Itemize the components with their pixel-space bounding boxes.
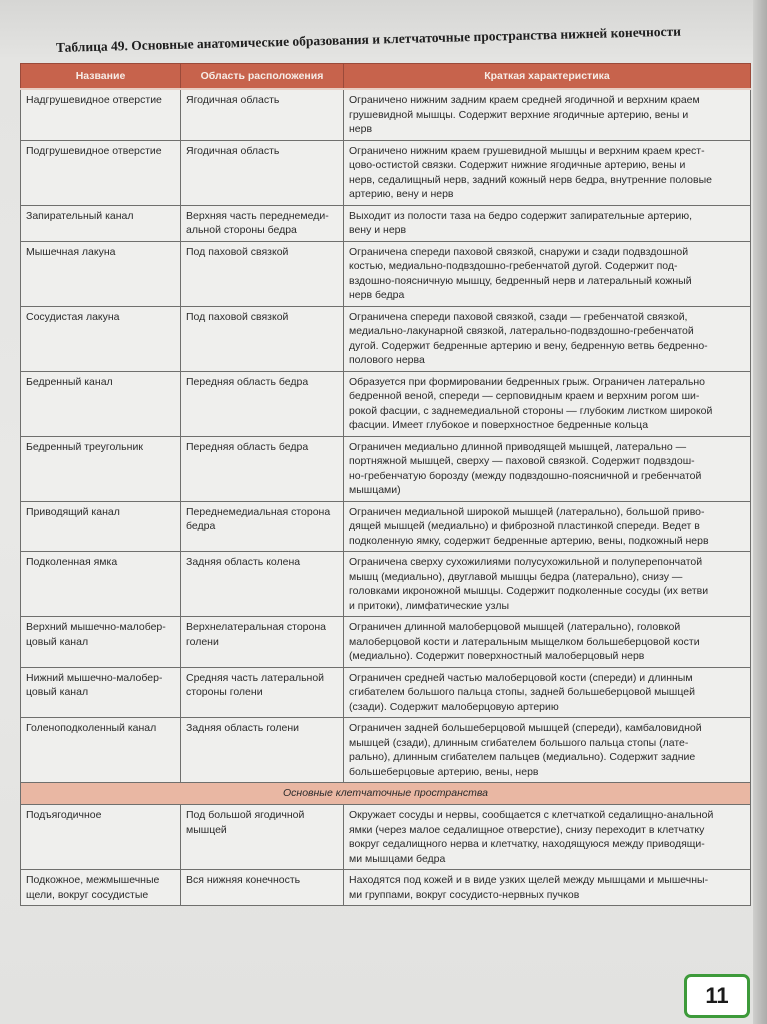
location-cell: Передняя область бедра <box>181 436 344 501</box>
table-row <box>21 870 751 906</box>
description-cell: Ограничено нижним задним краем средней ягодичной и верхним краем грушевидной мышцы. Содержит верхние ягодичные артерию, вены и нерв <box>344 89 751 140</box>
structure-name-cell: Бедренный треугольник <box>21 436 181 501</box>
description-cell: Образуется при формировании бедренных грыж. Ограничен латерально бедренной веной, спереди — серповидным краем и верхним рогом ши- рокой фасции, с заднемедиальной стороны — глубоким листком широкой фасции. Имеет глубокое и поверхностное бедренные кольца <box>344 371 751 436</box>
location-cell: Переднемедиальная сторона бедра <box>181 501 344 552</box>
table-row <box>21 306 751 371</box>
location-cell: Ягодичная область <box>181 140 344 205</box>
description-cell: Ограничен медиальной широкой мышцей (латерально), большой приво- дящей мышцей (медиально) и фиброзной пластинкой спереди. Ведет в подколенную ямку, содержит бедренные артерию, вены, подкожный нерв <box>344 501 751 552</box>
description-cell: Находятся под кожей и в виде узких щелей между мышцами и мышечны- ми группами, вокруг сосудисто-нервных пучков <box>344 870 751 906</box>
description-cell: Ограничен длинной малоберцовой мышцей (латерально), головкой малоберцовой кости и латеральным мыщелком большеберцовой кости (медиально). Содержит поверхностный малоберцовый нерв <box>344 617 751 668</box>
description-cell: Ограничена сверху сухожилиями полусухожильной и полуперепончатой мышц (медиально), двуглавой мышцы бедра (латерально), снизу — головками икроножной мышцы. Содержит подколенные сосуды (их ветви и притоки), лимфатические узлы <box>344 552 751 617</box>
section-title: Основные клетчаточные пространства <box>21 783 751 805</box>
structure-name-cell: Бедренный канал <box>21 371 181 436</box>
table-row <box>21 552 751 617</box>
description-cell: Ограничена спереди паховой связкой, сзади — гребенчатой связкой, медиально-лакунарной связкой, латерально-подвздошно-гребенчатой дугой. Содержит бедренные артерию и вену, бедренную ветвь бедренно- полового нерва <box>344 306 751 371</box>
page-edge-shadow <box>753 0 767 1024</box>
column-header-description: Краткая характеристика <box>344 64 751 90</box>
location-cell: Средняя часть латеральной стороны голени <box>181 667 344 718</box>
location-cell: Верхнелатеральная сторона голени <box>181 617 344 668</box>
description-cell: Ограничен медиально длинной приводящей мышцей, латерально — портняжной мышцей, сверху — паховой связкой. Содержит подвздош- но-гребенчатую борозду (между подвздошно-поясничной и гребенчатой мышцами) <box>344 436 751 501</box>
location-cell: Верхняя часть переднемеди- альной стороны бедра <box>181 205 344 241</box>
description-cell: Ограничено нижним краем грушевидной мышцы и верхним краем крест- цово-остистой связки. Содержит нижние ягодичные артерию, вены и нерв, седалищный нерв, задний кожный нерв бедра, внутренние половые артерию, вену и нерв <box>344 140 751 205</box>
table-row <box>21 617 751 668</box>
description-cell: Окружает сосуды и нервы, сообщается с клетчаткой седалищно-анальной ямки (через малое седалищное отверстие), снизу переходит в клетчатку вокруг седалищного нерва и клетчатку, находящуюся между приводящи- ми мышцами бедра <box>344 805 751 870</box>
header-row <box>21 64 751 90</box>
description-cell: Ограничена спереди паховой связкой, снаружи и сзади подвздошной костью, медиально-подвздошно-гребенчатой дугой. Содержит под- вздошно-поясничную мышцу, бедренный нерв и латеральный кожный нерв бедра <box>344 241 751 306</box>
table-row <box>21 436 751 501</box>
location-cell: Ягодичная область <box>181 89 344 140</box>
structure-name-cell: Верхний мышечно-малобер- цовый канал <box>21 617 181 668</box>
location-cell: Вся нижняя конечность <box>181 870 344 906</box>
location-cell: Задняя область колена <box>181 552 344 617</box>
structure-name-cell: Надгрушевидное отверстие <box>21 89 181 140</box>
table-row <box>21 805 751 870</box>
table-row <box>21 718 751 783</box>
table-row <box>21 89 751 140</box>
structure-name-cell: Подколенная ямка <box>21 552 181 617</box>
structure-name-cell: Запирательный канал <box>21 205 181 241</box>
location-cell: Под большой ягодичной мышцей <box>181 805 344 870</box>
column-header-name: Название <box>21 64 181 90</box>
location-cell: Задняя область голени <box>181 718 344 783</box>
table-row <box>21 241 751 306</box>
structure-name-cell: Подъягодичное <box>21 805 181 870</box>
page-number-badge: 11 <box>684 974 750 1018</box>
column-header-location: Область расположения <box>181 64 344 90</box>
description-cell: Ограничен средней частью малоберцовой кости (спереди) и длинным сгибателем большого пальца стопы, задней большеберцовой мышцей (сзади). Содержит малоберцовую артерию <box>344 667 751 718</box>
structure-name-cell: Сосудистая лакуна <box>21 306 181 371</box>
structure-name-cell: Мышечная лакуна <box>21 241 181 306</box>
description-cell: Выходит из полости таза на бедро содержит запирательные артерию, вену и нерв <box>344 205 751 241</box>
table-row <box>21 501 751 552</box>
location-cell: Под паховой связкой <box>181 241 344 306</box>
location-cell: Передняя область бедра <box>181 371 344 436</box>
table-row <box>21 371 751 436</box>
structure-name-cell: Голеноподколенный канал <box>21 718 181 783</box>
table-title: Таблица 49. Основные анатомические образования и клетчаточные пространства нижней конечности <box>55 23 682 55</box>
table-row <box>21 205 751 241</box>
table-row <box>21 140 751 205</box>
location-cell: Под паховой связкой <box>181 306 344 371</box>
structure-name-cell: Подкожное, межмышечные щели, вокруг сосудистые <box>21 870 181 906</box>
structure-name-cell: Подгрушевидное отверстие <box>21 140 181 205</box>
structure-name-cell: Нижний мышечно-малобер- цовый канал <box>21 667 181 718</box>
description-cell: Ограничен задней большеберцовой мышцей (спереди), камбаловидной мышцей (сзади), длинным сгибателем большого пальца стопы (лате- рально), длинным сгибателем пальцев (медиально). Содержит задние большеберцовые артерию, вены, нерв <box>344 718 751 783</box>
structure-name-cell: Приводящий канал <box>21 501 181 552</box>
section-header-row <box>21 783 751 805</box>
anatomy-table <box>20 63 751 906</box>
table-row <box>21 667 751 718</box>
